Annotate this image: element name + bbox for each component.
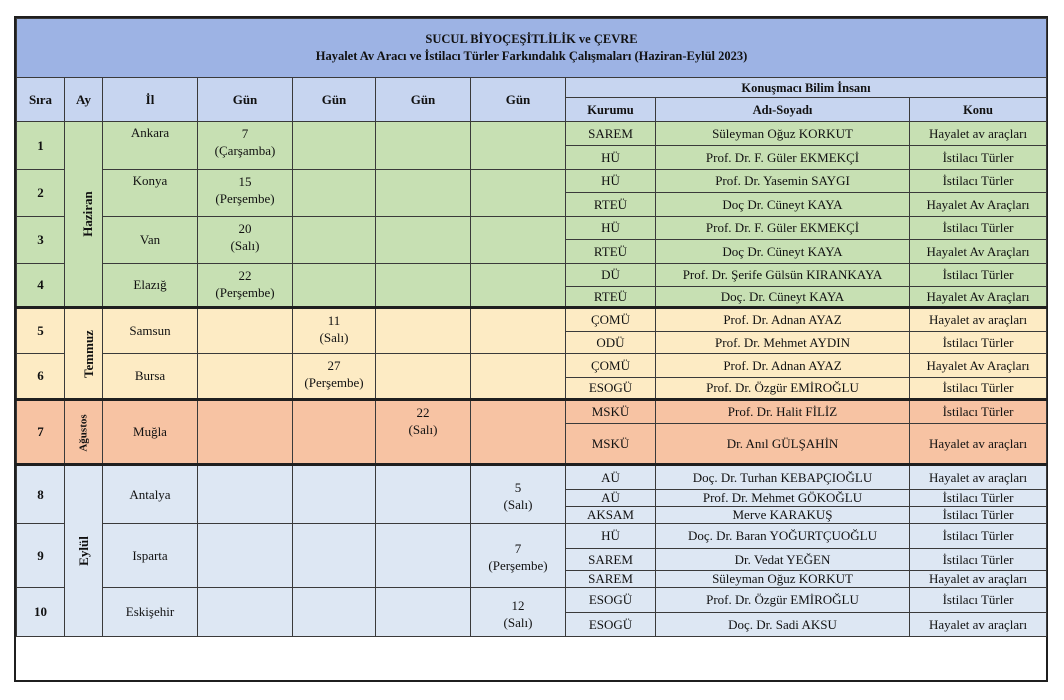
event-date	[293, 354, 376, 400]
document-title	[17, 19, 1047, 78]
speaker-topic: İstilacı Türler	[910, 588, 1047, 613]
speaker-topic: İstilacı Türler	[910, 170, 1047, 193]
speaker-topic: İstilacı Türler	[910, 400, 1047, 424]
speaker-name: Prof. Dr. F. Güler EKMEKÇİ	[656, 217, 910, 240]
table-row	[17, 465, 1047, 490]
table-row	[17, 588, 1047, 613]
empty-day-cell	[293, 217, 376, 264]
empty-day-cell	[376, 588, 471, 637]
speaker-institution: AÜ	[566, 490, 656, 507]
speaker-institution: HÜ	[566, 217, 656, 240]
weekday: (Perşembe)	[488, 558, 548, 573]
row-number: 10	[17, 588, 65, 637]
day-number: 15	[238, 174, 252, 189]
table-row	[17, 524, 1047, 549]
empty-day-cell	[293, 170, 376, 217]
speaker-institution: ÇOMÜ	[566, 354, 656, 378]
weekday: (Perşembe)	[304, 375, 364, 390]
header-konu: Konu	[910, 98, 1047, 122]
speaker-institution: AKSAM	[566, 507, 656, 524]
month-cell	[65, 400, 103, 465]
speaker-name: Süleyman Oğuz KORKUT	[656, 122, 910, 146]
table-row	[17, 122, 1047, 146]
header-gun-haziran: Gün	[198, 78, 293, 122]
empty-day-cell	[198, 400, 293, 465]
day-number: 7	[514, 541, 522, 556]
city-name: Samsun	[103, 308, 198, 354]
speaker-institution: RTEÜ	[566, 287, 656, 308]
speaker-topic: İstilacı Türler	[910, 332, 1047, 354]
row-number: 2	[17, 170, 65, 217]
speaker-topic: Hayalet av araçları	[910, 122, 1047, 146]
empty-day-cell	[376, 170, 471, 217]
event-date	[471, 524, 566, 588]
row-number: 1	[17, 122, 65, 170]
weekday: (Çarşamba)	[214, 143, 276, 158]
event-date	[198, 170, 293, 217]
table-row	[17, 217, 1047, 240]
table-row	[17, 354, 1047, 378]
day-number: 11	[327, 313, 341, 328]
speaker-institution: ESOGÜ	[566, 588, 656, 613]
empty-day-cell	[471, 217, 566, 264]
speaker-topic: Hayalet Av Araçları	[910, 287, 1047, 308]
speaker-institution: MSKÜ	[566, 424, 656, 465]
speaker-topic: Hayalet av araçları	[910, 465, 1047, 490]
header-gun-temmuz: Gün	[293, 78, 376, 122]
city-name: Bursa	[103, 354, 198, 400]
header-kurumu: Kurumu	[566, 98, 656, 122]
speaker-topic: Hayalet av araçları	[910, 613, 1047, 637]
empty-day-cell	[198, 465, 293, 524]
speaker-name: Doç Dr. Cüneyt KAYA	[656, 240, 910, 264]
event-date	[198, 122, 293, 170]
speaker-name: Prof. Dr. Yasemin SAYGI	[656, 170, 910, 193]
speaker-name: Prof. Dr. Mehmet GÖKOĞLU	[656, 490, 910, 507]
weekday: (Salı)	[230, 238, 260, 253]
empty-day-cell	[376, 122, 471, 170]
speaker-institution: SAREM	[566, 122, 656, 146]
schedule-table	[16, 18, 1047, 637]
weekday: (Perşembe)	[215, 285, 275, 300]
schedule-body	[17, 122, 1047, 637]
row-number: 8	[17, 465, 65, 524]
city-name: Eskişehir	[103, 588, 198, 637]
speaker-institution: MSKÜ	[566, 400, 656, 424]
day-number: 22	[416, 405, 430, 420]
empty-day-cell	[293, 524, 376, 588]
speaker-name: Doç. Dr. Sadi AKSU	[656, 613, 910, 637]
header-sira: Sıra	[17, 78, 65, 122]
speaker-institution: ÇOMÜ	[566, 308, 656, 332]
empty-day-cell	[471, 264, 566, 308]
speaker-institution: AÜ	[566, 465, 656, 490]
empty-day-cell	[471, 400, 566, 465]
speaker-institution: SAREM	[566, 549, 656, 571]
city-name: Konya	[103, 170, 198, 217]
title-line-1: SUCUL BİYOÇEŞİTLİLİK ve ÇEVRE	[425, 32, 638, 46]
row-number: 7	[17, 400, 65, 465]
title-line-2: Hayalet Av Aracı ve İstilacı Türler Farkındalık Çalışmaları (Haziran-Eylül 2023)	[315, 49, 748, 63]
row-number: 5	[17, 308, 65, 354]
speaker-institution: DÜ	[566, 264, 656, 287]
city-name: Ankara	[103, 122, 198, 170]
empty-day-cell	[293, 122, 376, 170]
day-number: 5	[514, 480, 522, 495]
day-number: 7	[241, 126, 249, 141]
speaker-name: Prof. Dr. Adnan AYAZ	[656, 354, 910, 378]
table-row	[17, 308, 1047, 332]
day-number: 20	[238, 221, 252, 236]
month-label: Ağustos	[77, 414, 90, 452]
empty-day-cell	[376, 465, 471, 524]
speaker-topic: Hayalet Av Araçları	[910, 240, 1047, 264]
speaker-institution: RTEÜ	[566, 240, 656, 264]
empty-day-cell	[376, 354, 471, 400]
empty-day-cell	[293, 588, 376, 637]
speaker-name: Dr. Vedat YEĞEN	[656, 549, 910, 571]
empty-day-cell	[376, 217, 471, 264]
event-date	[471, 588, 566, 637]
row-number: 9	[17, 524, 65, 588]
empty-day-cell	[293, 465, 376, 524]
speaker-topic: Hayalet av araçları	[910, 424, 1047, 465]
speaker-topic: İstilacı Türler	[910, 490, 1047, 507]
speaker-topic: Hayalet Av Araçları	[910, 193, 1047, 217]
speaker-institution: SAREM	[566, 571, 656, 588]
empty-day-cell	[471, 354, 566, 400]
speaker-name: Süleyman Oğuz KORKUT	[656, 571, 910, 588]
weekday: (Perşembe)	[215, 191, 275, 206]
empty-day-cell	[198, 308, 293, 354]
day-number: 27	[327, 358, 341, 373]
empty-day-cell	[198, 588, 293, 637]
table-row	[17, 264, 1047, 287]
speaker-name: Prof. Dr. Şerife Gülsün KIRANKAYA	[656, 264, 910, 287]
empty-day-cell	[471, 308, 566, 354]
empty-day-cell	[471, 170, 566, 217]
speaker-institution: HÜ	[566, 146, 656, 170]
event-schedule-document	[14, 16, 1048, 682]
header-gun-eylul: Gün	[471, 78, 566, 122]
empty-day-cell	[376, 308, 471, 354]
speaker-topic: İstilacı Türler	[910, 264, 1047, 287]
row-number: 6	[17, 354, 65, 400]
table-row	[17, 400, 1047, 424]
speaker-topic: İstilacı Türler	[910, 549, 1047, 571]
speaker-name: Prof. Dr. Halit FİLİZ	[656, 400, 910, 424]
table-row	[17, 170, 1047, 193]
row-number: 3	[17, 217, 65, 264]
weekday: (Salı)	[408, 422, 438, 437]
event-date	[198, 264, 293, 308]
speaker-topic: Hayalet av araçları	[910, 571, 1047, 588]
city-name: Isparta	[103, 524, 198, 588]
city-name: Van	[103, 217, 198, 264]
speaker-institution: HÜ	[566, 170, 656, 193]
speaker-topic: İstilacı Türler	[910, 217, 1047, 240]
month-label: Eylül	[75, 536, 91, 566]
empty-day-cell	[376, 264, 471, 308]
empty-day-cell	[198, 354, 293, 400]
speaker-topic: İstilacı Türler	[910, 378, 1047, 400]
speaker-name: Doç Dr. Cüneyt KAYA	[656, 193, 910, 217]
empty-day-cell	[376, 524, 471, 588]
speaker-institution: ESOGÜ	[566, 613, 656, 637]
speaker-name: Doç. Dr. Cüneyt KAYA	[656, 287, 910, 308]
empty-day-cell	[293, 264, 376, 308]
speaker-institution: RTEÜ	[566, 193, 656, 217]
event-date	[376, 400, 471, 465]
empty-day-cell	[471, 122, 566, 170]
speaker-name: Doç. Dr. Baran YOĞURTÇUOĞLU	[656, 524, 910, 549]
month-cell	[65, 308, 103, 400]
speaker-institution: ESOGÜ	[566, 378, 656, 400]
row-number: 4	[17, 264, 65, 308]
city-name: Muğla	[103, 400, 198, 465]
weekday: (Salı)	[319, 330, 349, 345]
speaker-name: Prof. Dr. Özgür EMİROĞLU	[656, 378, 910, 400]
event-date	[293, 308, 376, 354]
speaker-topic: İstilacı Türler	[910, 524, 1047, 549]
empty-day-cell	[198, 524, 293, 588]
empty-day-cell	[293, 400, 376, 465]
header-speaker-group: Konuşmacı Bilim İnsanı	[566, 78, 1047, 98]
weekday: (Salı)	[503, 614, 533, 630]
speaker-topic: Hayalet Av Araçları	[910, 354, 1047, 378]
month-cell	[65, 122, 103, 308]
speaker-name: Prof. Dr. Adnan AYAZ	[656, 308, 910, 332]
month-cell	[65, 465, 103, 637]
speaker-name: Prof. Dr. F. Güler EKMEKÇİ	[656, 146, 910, 170]
header-ay: Ay	[65, 78, 103, 122]
header-gun-agustos: Gün	[376, 78, 471, 122]
speaker-topic: İstilacı Türler	[910, 146, 1047, 170]
city-name: Antalya	[103, 465, 198, 524]
event-date	[198, 217, 293, 264]
day-number: 12	[511, 597, 525, 613]
city-name: Elazığ	[103, 264, 198, 308]
weekday: (Salı)	[503, 497, 533, 512]
event-date	[471, 465, 566, 524]
day-number: 22	[238, 268, 252, 283]
month-label: Haziran	[79, 191, 95, 237]
speaker-topic: Hayalet av araçları	[910, 308, 1047, 332]
speaker-topic: İstilacı Türler	[910, 507, 1047, 524]
header-il: İl	[103, 78, 198, 122]
speaker-name: Dr. Anıl GÜLŞAHİN	[656, 424, 910, 465]
speaker-name: Merve KARAKUŞ	[656, 507, 910, 524]
header-adi-soyadi: Adı-Soyadı	[656, 98, 910, 122]
month-label: Temmuz	[80, 329, 96, 378]
speaker-institution: ODÜ	[566, 332, 656, 354]
speaker-institution: HÜ	[566, 524, 656, 549]
speaker-name: Doç. Dr. Turhan KEBAPÇIOĞLU	[656, 465, 910, 490]
speaker-name: Prof. Dr. Özgür EMİROĞLU	[656, 588, 910, 613]
speaker-name: Prof. Dr. Mehmet AYDIN	[656, 332, 910, 354]
